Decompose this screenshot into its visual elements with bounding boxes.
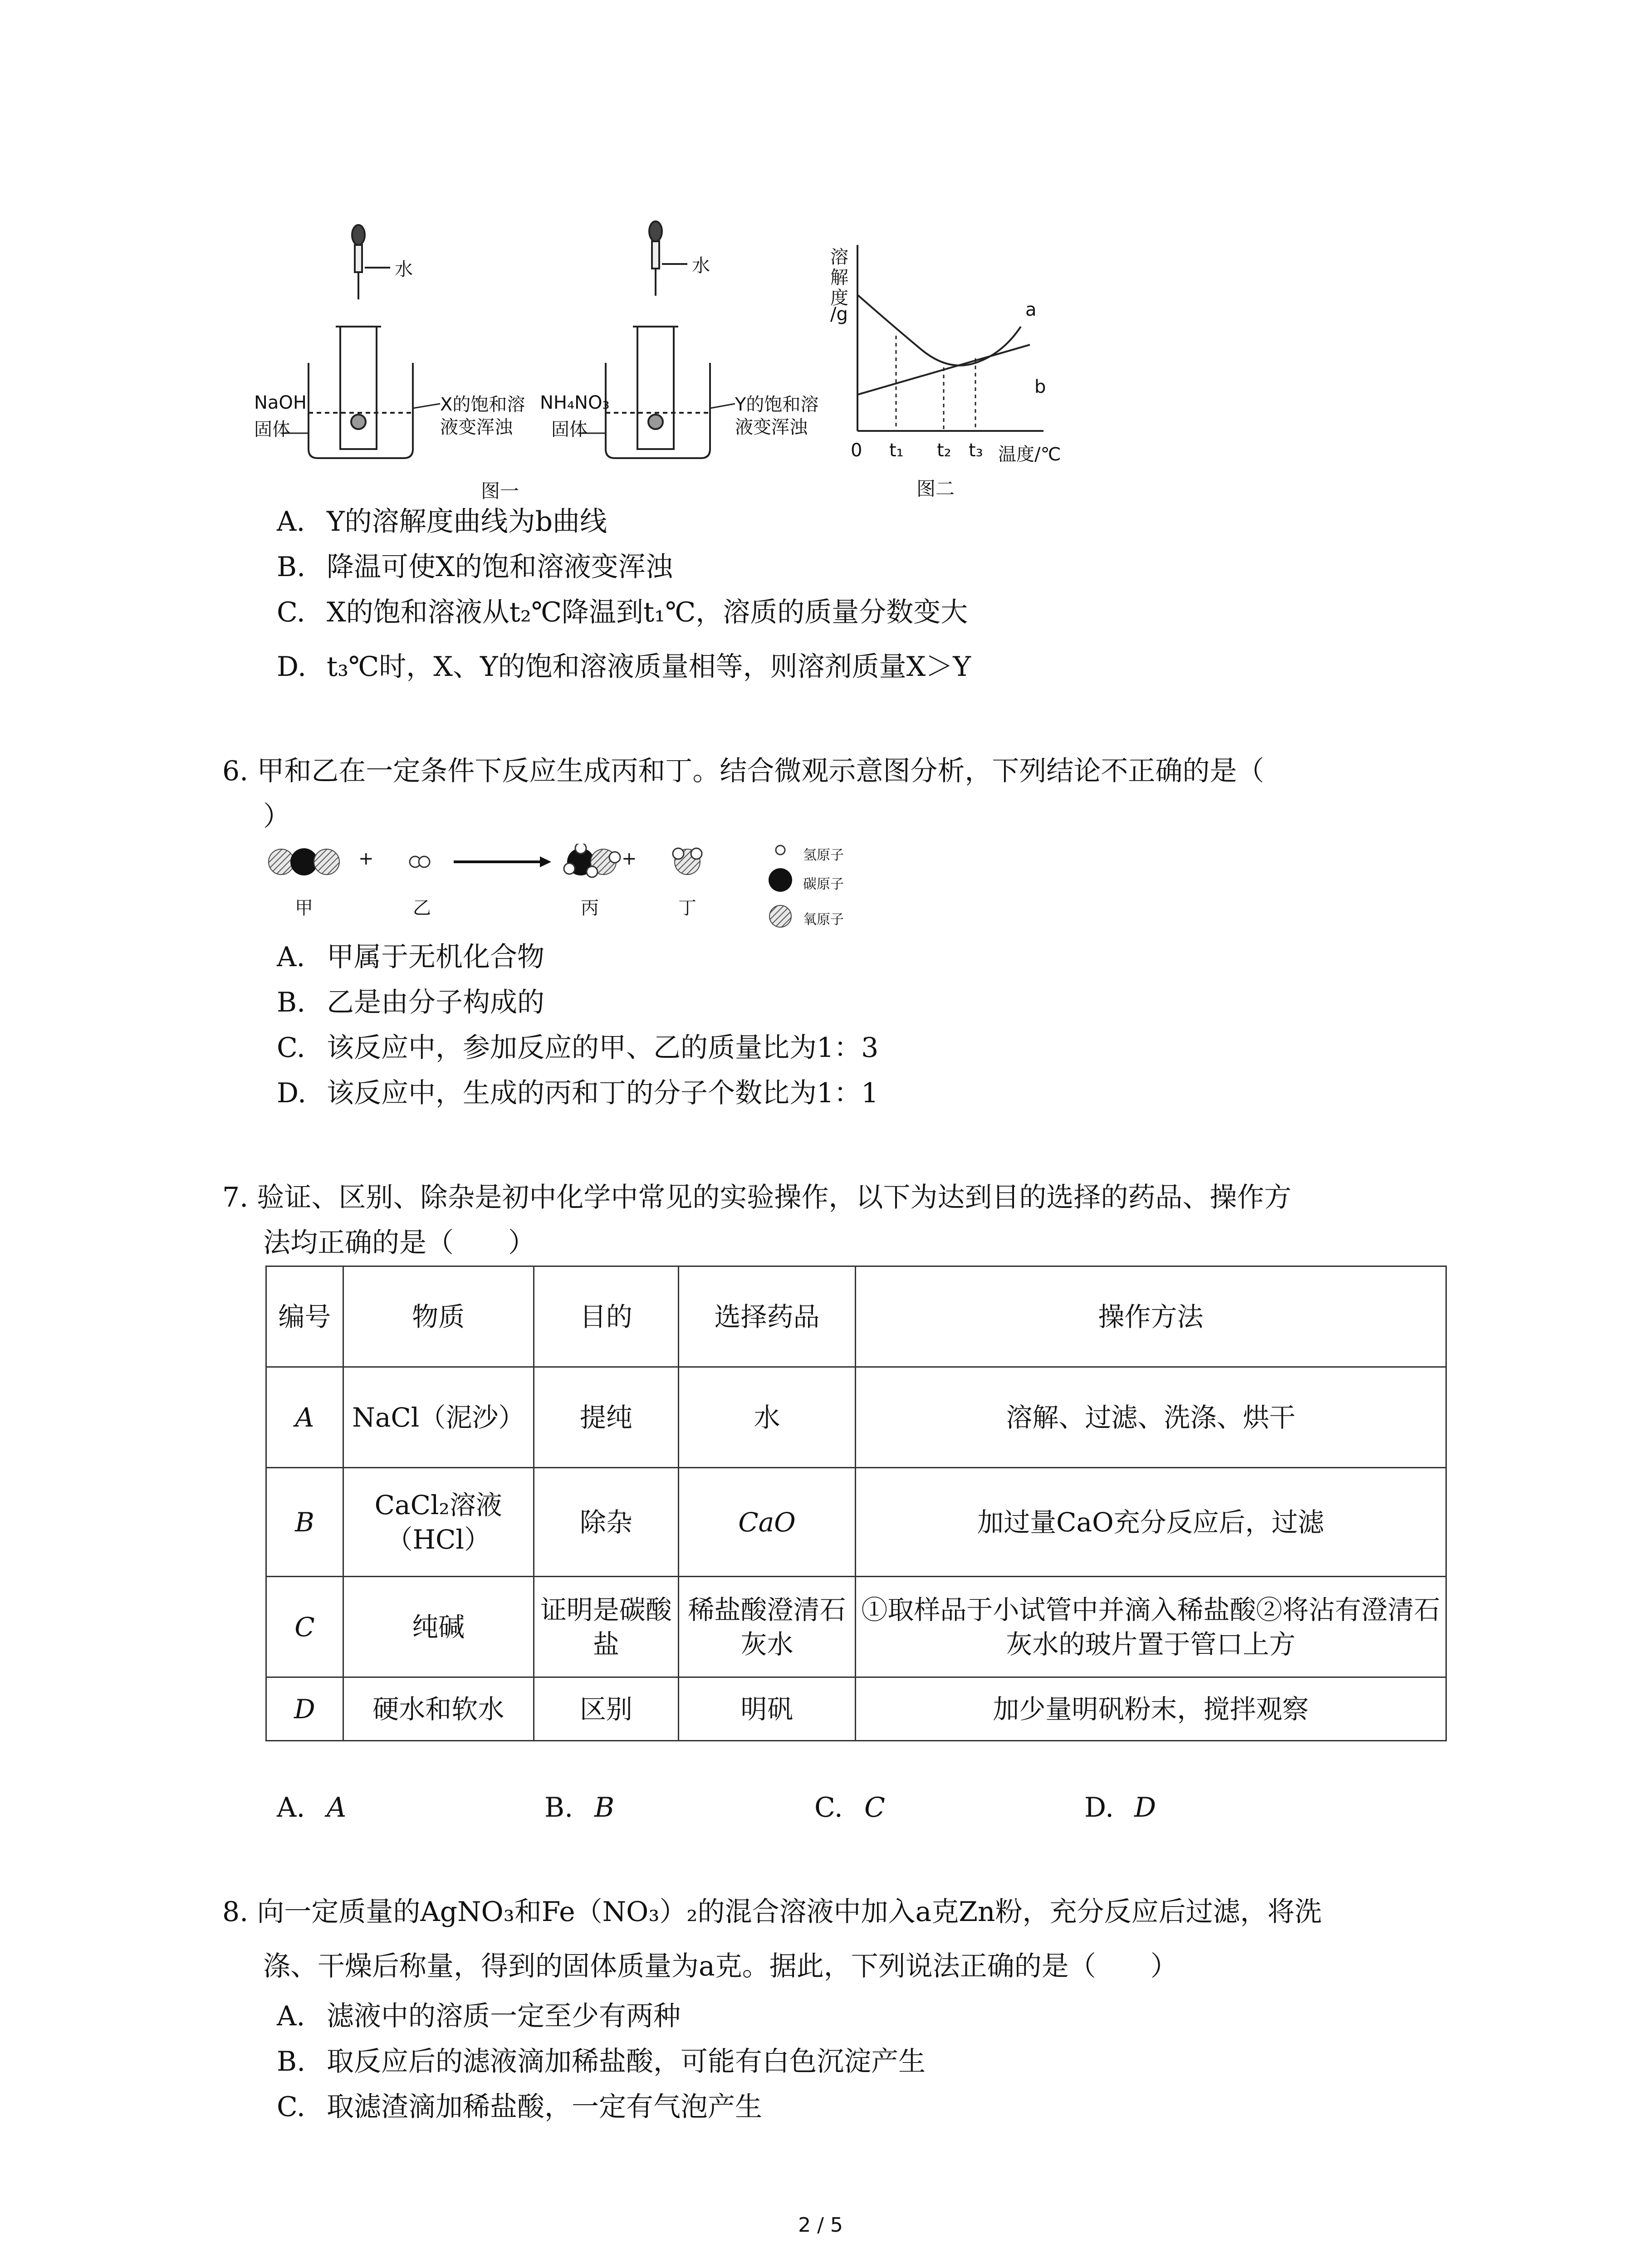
legend-carbon: 碳原子 [803,876,844,892]
y-label-2: 解 [830,267,848,288]
right-result-line2: 液变浑浊 [735,417,808,438]
page-number: 2 / 5 [798,2214,843,2237]
x-axis-label: 温度/℃ [998,444,1061,465]
row-purpose: 除杂 [534,1468,679,1577]
q7-answer-a[interactable]: A. A [277,1792,347,1823]
q8-option-a[interactable]: A. 滤液中的溶质一定至少有两种 [277,2000,681,2032]
q7-table [265,1266,1447,1741]
row-purpose: 提纯 [534,1367,679,1468]
row-reagent: 明矾 [679,1677,856,1741]
row-substance: 纯碱 [343,1577,534,1677]
row-method: 加过量CaO充分反应后，过滤 [855,1468,1446,1577]
q6-stem-line2: ） [263,801,290,832]
q8-stem-line1: 8. 向一定质量的AgNO₃和Fe（NO₃）₂的混合溶液中加入a克Zn粉，充分反应后过滤，将洗 [222,1896,1322,1928]
table-header-row [266,1266,1446,1367]
q6-stem-line1: 6. 甲和乙在一定条件下反应生成丙和丁。结合微观示意图分析，下列结论不正确的是（ [222,755,1264,787]
y-label-1: 溶 [830,247,848,268]
q7-stem-line2: 法均正确的是（ ） [263,1227,535,1259]
header-purpose: 目的 [534,1266,679,1367]
q7-answer-b[interactable]: B. B [544,1792,615,1823]
label-yi: 乙 [413,898,431,919]
y-label-4: /g [830,304,848,325]
header-method: 操作方法 [855,1266,1446,1367]
beaker-icon [606,327,710,458]
row-method: 加少量明矾粉末，搅拌观察 [855,1677,1446,1741]
q5-option-d[interactable]: D. t₃℃时，X、Y的饱和溶液质量相等，则溶剂质量X＞Y [277,651,971,683]
right-result-line1: Y的饱和溶 [735,394,819,415]
q6-option-b[interactable]: B. 乙是由分子构成的 [277,987,544,1018]
water-label: 水 [692,255,710,276]
solubility-chart [830,236,1084,508]
q6-option-d[interactable]: D. 该反应中，生成的丙和丁的分子个数比为1：1 [277,1077,879,1109]
row-purpose: 区别 [534,1677,679,1741]
row-substance: CaCl₂溶液（HCl） [343,1468,534,1577]
row-reagent: 稀盐酸澄清石灰水 [679,1577,856,1677]
table-row [266,1367,1446,1468]
table-row [266,1577,1446,1677]
right-solid-line1: NH₄NO₃ [540,392,610,413]
label-ding: 丁 [678,898,696,919]
q5-option-c[interactable]: C. X的饱和溶液从t₂℃降温到t₁℃，溶质的质量分数变大 [277,596,968,628]
left-solid-line2: 固体 [254,419,290,440]
row-reagent: 水 [679,1367,856,1468]
row-id: A [266,1367,343,1468]
left-result-line2: 液变浑浊 [440,417,513,438]
origin-label: 0 [851,440,862,461]
q6-reaction-diagram [268,844,912,934]
beaker-icon [309,327,413,458]
right-solid-line2: 固体 [551,419,588,440]
dropper-icon [352,225,390,299]
table-row [266,1677,1446,1741]
tick-t3: t₃ [969,440,983,461]
row-reagent: CaO [679,1468,856,1577]
q7-answer-c[interactable]: C. C [814,1792,885,1823]
row-substance: 硬水和软水 [343,1677,534,1741]
tick-t1: t₁ [889,440,904,461]
molecule-jia [269,848,339,875]
row-method: 溶解、过滤、洗涤、烘干 [855,1367,1446,1468]
q6-option-a[interactable]: A. 甲属于无机化合物 [277,941,544,973]
plus-sign: + [358,848,374,869]
header-reagent: 选择药品 [679,1266,856,1367]
molecule-ding [673,848,702,875]
q5-option-b[interactable]: B. 降温可使X的饱和溶液变浑浊 [277,551,673,583]
left-solid-line1: NaOH [254,392,307,413]
legend-oxygen: 氧原子 [803,912,844,928]
curve-a-label: a [1025,299,1037,320]
left-result-line1: X的饱和溶 [440,394,525,415]
q5-figure-2 [830,236,1084,508]
figure-1-caption: 图一 [481,480,519,502]
q5-figure-1 [254,213,839,503]
water-label: 水 [395,259,413,280]
label-bing: 丙 [581,898,599,919]
row-id: B [266,1468,343,1577]
row-method: ①取样品于小试管中并滴入稀盐酸②将沾有澄清石灰水的玻片置于管口上方 [855,1577,1446,1677]
curve-b-label: b [1034,376,1046,397]
figure-2-caption: 图二 [916,478,955,500]
q5-option-a[interactable]: A. Y的溶解度曲线为b曲线 [277,506,607,538]
header-substance: 物质 [343,1266,534,1367]
row-id: D [266,1677,343,1741]
label-jia: 甲 [295,898,313,919]
plus-sign: + [622,848,637,869]
row-id: C [266,1577,343,1677]
q6-option-c[interactable]: C. 该反应中，参加反应的甲、乙的质量比为1：3 [277,1032,879,1064]
header-id: 编号 [266,1266,343,1367]
q8-stem-line2: 涤、干燥后称量，得到的固体质量为a克。据此，下列说法正确的是（ ） [263,1950,1178,1982]
table-row [266,1468,1446,1577]
row-purpose: 证明是碳酸盐 [534,1577,679,1677]
q7-answer-d[interactable]: D. D [1084,1792,1156,1823]
row-substance: NaCl（泥沙） [343,1367,534,1468]
q8-option-c[interactable]: C. 取滤渣滴加稀盐酸，一定有气泡产生 [277,2091,762,2123]
y-label-3: 度 [830,288,848,308]
molecule-bing [564,844,620,877]
molecule-yi [410,856,430,867]
tick-t2: t₂ [937,440,951,461]
q7-stem-line1: 7. 验证、区别、除杂是初中化学中常见的实验操作，以下为达到目的选择的药品、操作方 [222,1182,1292,1213]
legend-atoms [769,846,792,927]
q8-option-b[interactable]: B. 取反应后的滤液滴加稀盐酸，可能有白色沉淀产生 [277,2046,926,2077]
legend-hydrogen: 氢原子 [803,847,844,863]
dropper-icon [649,221,687,296]
q5-figure-1-drawing [254,213,839,503]
arrow-icon [454,856,551,867]
